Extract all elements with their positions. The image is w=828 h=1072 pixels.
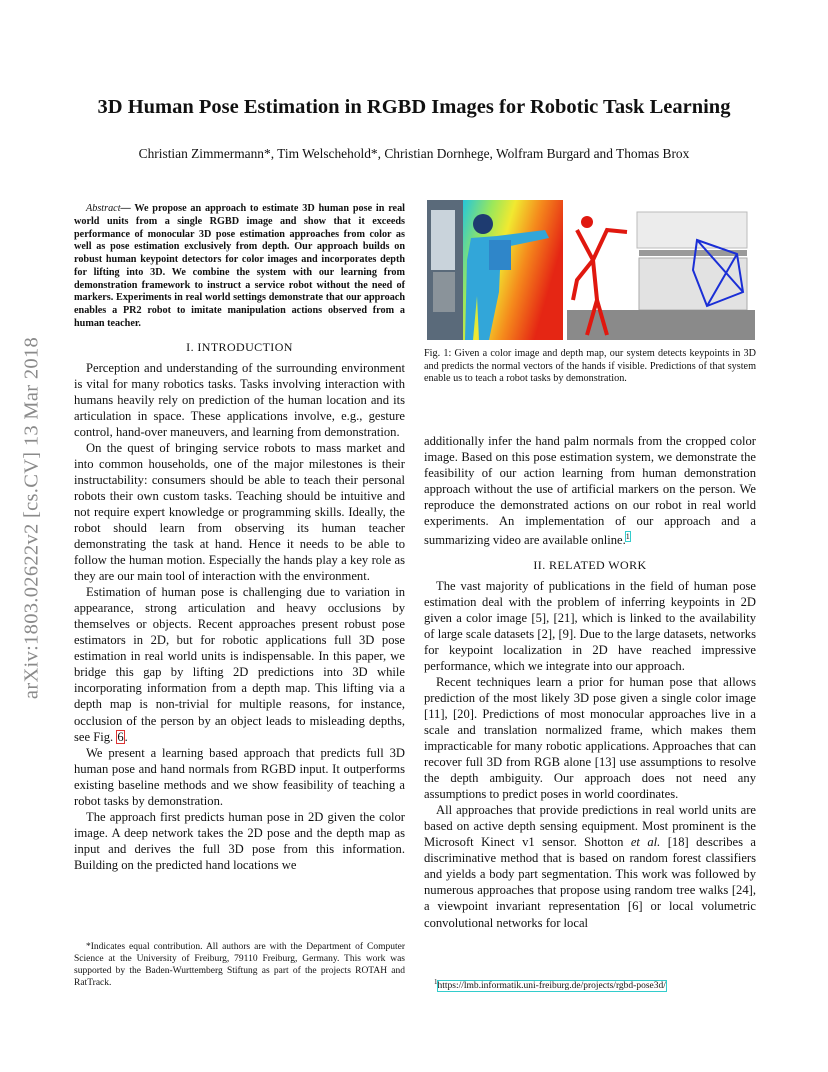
abstract-text: — We propose an approach to estimate 3D human pose in real world units from a single RGBD image and show that it exceeds performance of monocular 3D pose estimation approaches from color as well as pose estimation exclusively from depth. Our approach builds on robust human keypoint detectors for color images and incorporates depth for lifting into 3D. We combine the system with our learning from demonstration framework to instruct a service robot without the need of markers. Experiments in real world settings demonstrate that our approach enables a PR2 robot to imitate manipulation actions observed from a human teacher. — [74, 203, 405, 329]
figure-1-caption: Fig. 1: Given a color image and depth map, our system detects keypoints in 3D and predicts the normal vectors of the hands if visible. Predictions of that system enable us to teach a robot tasks by demonstration. — [424, 348, 756, 385]
figure-1 — [427, 200, 755, 344]
section-heading-related-work: II. RELATED WORK — [533, 557, 647, 572]
right-paragraph-1: additionally infer the hand palm normals from the cropped color image. Based on this pose estimation system, we demonstrate the feasibility of our action learning from human demonstration approach without the use of artificial markers on the person. We reproduce the demonstrated actions on our robot in real world experiments. An implementation of our approach and a summarizing video are available online.$^1$ — [424, 434, 756, 548]
related-paragraph-3: All approaches that provide predictions in real world units are based on active depth sensing equipment. Most prominent is the Microsoft Kinect v1 sensor. Shotton et al. [18] describes a discriminative method that is based on random forest classifiers and yields a body part segmentation. This work was followed by numerous approaches that propose using random tree walks [24], a viewpoint invariant representation [6] or local volumetric convolutional networks for local — [424, 803, 756, 930]
pointcloud-pose-image — [567, 200, 755, 340]
section-heading-introduction: I. INTRODUCTION — [186, 339, 293, 354]
paper-title: 3D Human Pose Estimation in RGBD Images for Robotic Task Learning — [97, 96, 731, 118]
related-paragraph-2: Recent techniques learn a prior for human pose that allows prediction of the most likely 3D pose given a single color image [11], [20]. Predictions of most monocular approaches live in a scale and translation normalized frame, which makes them impracticable for many robotic applications. Approaches that can recover full 3D from RGB alone [13] use assumptions to resolve the depth ambiguity. Our approach does not need any assumptions to predict poses in world coordinates. — [424, 674, 756, 802]
footnote-1-link[interactable]: 1 — [625, 532, 630, 542]
intro-paragraph-4: We present a learning based approach that predicts full 3D human pose and hand normals from RGBD input. It outperforms existing baseline methods and we show feasibility of teaching a robot tasks by demonstration. — [74, 745, 405, 808]
related-paragraph-1: The vast majority of publications in the field of human pose estimation deal with the problem of inferring keypoints in 2D given a color image [5], [21], which is linked to the availability of large scale datasets [2], [9]. Due to the large datasets, networks for keypoint localization in 2D have reached impressive performance, which we integrate into our approach. — [424, 578, 756, 673]
affiliation-footnote: *Indicates equal contribution. All authors are with the Department of Computer Science at the University of Freiburg, 79110 Freiburg, Germany. This work was supported by the Baden-Wurttemberg Stiftung as part of the projects ROTAH and RatTrack. — [74, 942, 405, 988]
intro-paragraph-5: The approach first predicts human pose in 2D given the color image. A deep network takes the 2D pose and the depth map as input and derives the full 3D pose from this information. Building on the predicted hand locations we — [74, 809, 405, 872]
intro-paragraph-1: Perception and understanding of the surrounding environment is vital for many robotics tasks. Tasks involving interaction with humans heavily rely on prediction of the human location and its articulation in space. These applications involve, e.g., gesture control, hand-over maneuvers, and learning from demonstration. — [74, 360, 405, 439]
url-footnote-mark: 1 — [434, 978, 438, 986]
figure-reference-link[interactable]: 6 — [117, 729, 124, 744]
abstract-label: Abstract — [86, 203, 121, 214]
abstract — [74, 203, 405, 331]
left-column — [74, 203, 405, 873]
right-column — [424, 433, 756, 931]
author-list: Christian Zimmermann*, Tim Welschehold*, Christian Dornhege, Wolfram Burgard and Thomas Brox — [138, 146, 690, 161]
arxiv-identifier: arXiv:1803.02622v2 [cs.CV] 13 Mar 2018 — [20, 336, 43, 700]
url-footnote — [434, 978, 666, 991]
intro-paragraph-3: Estimation of human pose is challenging due to variation in appearance, strong articulation and heavy occlusions by themselves or objects. Recent approaches present robust pose estimators in 2D, but for robotic applications full 3D pose estimation in real world units is indispensable. In this paper, we bridge this gap by lifting 2D predictions into 3D while incorporating information from a depth map. This lifting via a depth map is non-trivial for multiple reasons, for instance, occlusion of the person by an object leads to misleading depths, see Fig. 6. — [74, 585, 405, 744]
depth-map-image — [427, 200, 563, 340]
intro-paragraph-2: On the quest of bringing service robots to mass market and into common households, one of the major milestones is their instructability: consumers should be able to teach their personal robots their own custom tasks. Teaching should be intuitive and not require expert knowledge or programming skills. Ideally, the robot should learn from observing its human teacher demonstrating the task at hand. Hence it needs to be able to follow the human motion. Especially the hands play a key role as they are our main tool of interaction with the environment. — [74, 440, 405, 584]
project-url-link[interactable]: https://lmb.informatik.uni-freiburg.de/projects/rgbd-pose3d/ — [437, 981, 666, 992]
